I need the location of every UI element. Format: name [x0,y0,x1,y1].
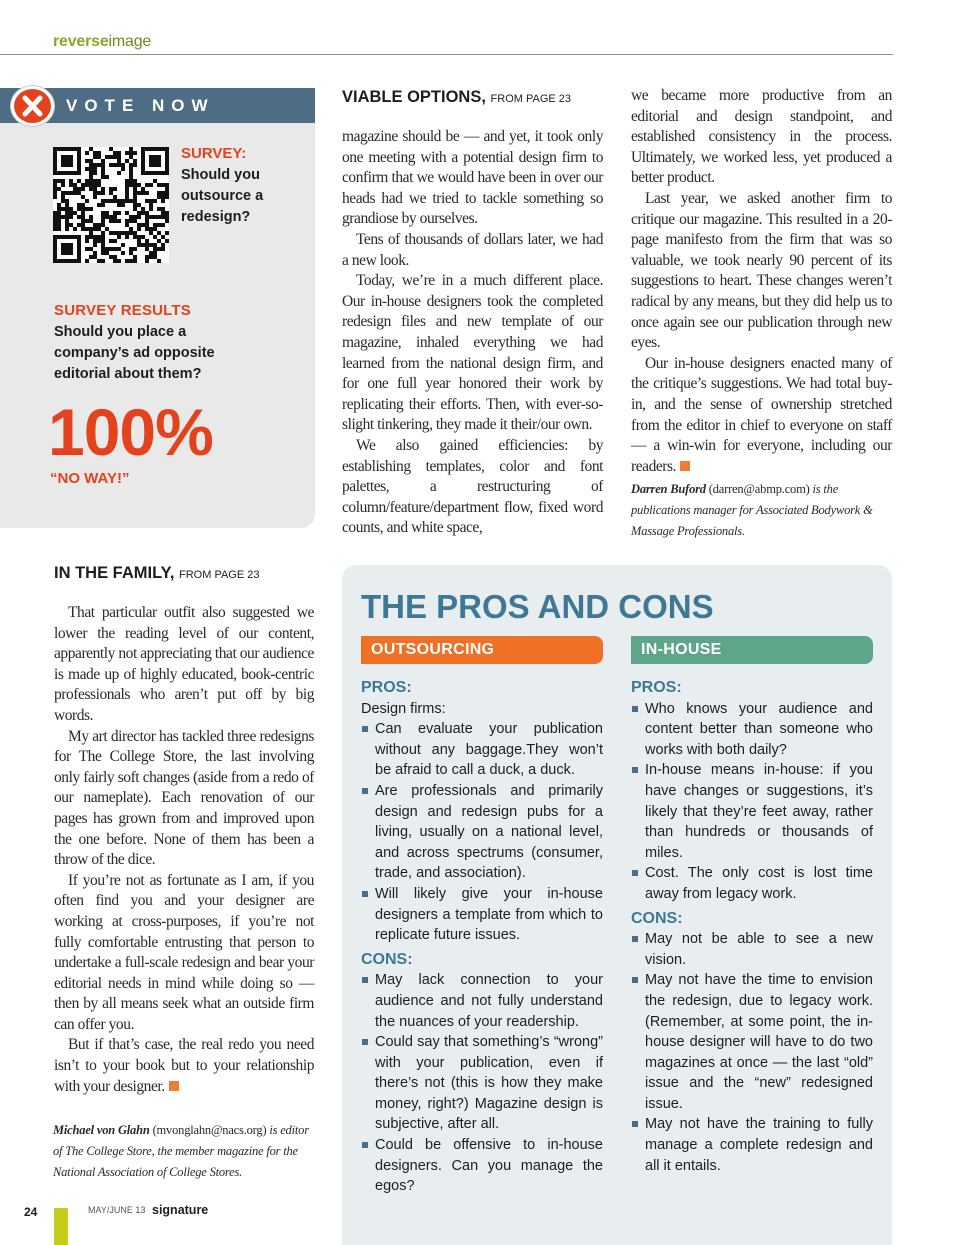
list-item: May not have the training to fully manage a complete redesign and all it entails. [631,1114,873,1176]
survey-question: Should you outsource a redesign? [181,167,264,225]
pros-heading: PROS: [631,679,682,696]
footer-accent-bar [54,1208,68,1245]
list-item: Cost. The only cost is lost time away from legacy work. [631,863,873,904]
survey-results-question: Should you place a company’s ad opposite editorial about them? [54,324,215,382]
end-mark-icon [169,1081,179,1091]
header-rule [0,54,893,55]
magazine-name: signature [152,1203,209,1217]
issue-date: MAY/JUNE 13 [88,1205,146,1215]
cons-heading: CONS: [631,909,683,927]
close-icon [11,86,54,126]
list-item: Will likely give your in-house designers a template from which to replicate future issues. [361,884,603,946]
list-item: May not have the time to envision the redesign, due to legacy work. (Remember, at some point, the in-house designer will have to do two magazines at once — the last “old” issue and the “new” redesigned issue. [631,970,873,1114]
paragraph: magazine should be — and yet, it took only one meeting with a potential design firm to confirm that we would have been in over our heads had we tried to tackle something so grandiose by ourselves. [342,128,603,228]
pros-cons-title: THE PROS AND CONS [361,588,714,625]
outsourcing-column [361,674,603,1197]
paragraph: But if that’s case, the real redo you need isn’t to your book but to your relationship with your designer. [54,1036,314,1095]
author-email-link[interactable]: (mvonglahn@nacs.org) [152,1123,267,1137]
pros-heading: PROS: [361,679,412,696]
viable-options-heading: VIABLE OPTIONS, FROM PAGE 23 [342,88,572,106]
result-percentage: 100% [48,395,213,469]
paragraph: Last year, we asked another firm to critique our magazine. This resulted in a 20-page manifesto from the firm that was so valuable, we took nearly 90 percent of its suggestions to heart. These changes weren’t radical by any means, but they did help us to once again see our publication through new eyes. [631,189,892,352]
viable-options-col2 [631,86,892,477]
viable-options-col1 [342,127,603,539]
paragraph: Today, we’re in a much different place. Our in-house designers took the completed redesign files and new template of our magazine, inhaled everything we had learned from the national design firm, and for one full year honored their work by replicating their efforts. Then, with ever-so-slight tinkering, they made it their/our own. [342,272,603,434]
list-item: Are professionals and primarily design and redesign pubs for a living, usually on a national level, and across spectrums (consumer, trade, and association). [361,781,603,884]
survey-results-label: SURVEY RESULTS [54,302,192,319]
pros-list [361,719,603,946]
paragraph: we became more productive from an editorial and design standpoint, and established consistency in the process. Ultimately, we worked less, yet produced a better product. [631,87,892,187]
paragraph: We also gained efficiencies: by establishing templates, color and font palettes, a restructuring of column/feature/department flow, fixed word counts, and white space, [342,436,603,537]
paragraph: My art director has tackled three redesigns for The College Store, the last involving only fairly soft changes (aside from a redo of our nameplate). Each renovation of our pages has grown from and improved upon the one before. None of them has been a throw of the dice. [54,727,314,869]
cons-list [631,929,873,1176]
list-item: In-house means in-house: if you have changes or suggestions, it’s likely that they’re feet away, rather than hundreds or thousands of miles. [631,760,873,863]
paragraph: Our in-house designers enacted many of the critique’s suggestions. We had total buy-in, and the sense of ownership stretched from the editor in chief to everyone on staff — a win-win for everyone, including our readers. [631,354,892,475]
cons-heading: CONS: [361,950,413,968]
viable-options-credit: Darren Buford (darren@abmp.com) is the publications manager for Associated Bodywork & Massage Professionals. [631,482,873,538]
qr-code[interactable] [53,147,169,263]
section-label: reverseimage [53,33,152,50]
result-caption: “NO WAY!” [50,470,130,487]
list-item: Who knows your audience and content better than someone who works with both daily? [631,699,873,761]
pros-intro: Design firms: [361,700,446,717]
in-the-family-heading: IN THE FAMILY, FROM PAGE 23 [54,564,260,582]
paragraph: Tens of thousands of dollars later, we had a new look. [342,230,603,269]
list-item: May lack connection to your audience and not fully understand the nuances of your readership. [361,970,603,1032]
author-email-link[interactable]: (darren@abmp.com) [708,482,810,496]
list-item: Could say that something’s “wrong” with your publication, even if there’s not (this is how they make money, right?) Magazine design is subjective, after all. [361,1032,603,1135]
pros-list [631,699,873,905]
page-number: 24 [24,1205,38,1219]
list-item: May not be able to see a new vision. [631,929,873,970]
list-item: Can evaluate your publication without any baggage.They won’t be afraid to call a duck, a duck. [361,719,603,781]
outsourcing-label: OUTSOURCING [361,636,603,664]
in-the-family-credit: Michael von Glahn (mvonglahn@nacs.org) is editor of The College Store, the member magazine for the National Association of College Stores. [53,1123,309,1179]
list-item: Could be offensive to in-house designers. Can you manage the egos? [361,1135,603,1197]
inhouse-label: IN-HOUSE [631,636,873,664]
vote-banner-text: VOTE NOW [66,96,215,115]
survey-label: SURVEY: [181,145,247,162]
inhouse-column [631,674,873,1176]
end-mark-icon [680,461,690,471]
in-the-family-body [54,603,314,1097]
paragraph: That particular outfit also suggested we lower the reading level of our content, apparently not appreciating that our audience is made up of highly educated, book-centric professionals who aren’t put off by big words. [54,604,314,724]
paragraph: If you’re not as fortunate as I am, if you often find you and your designer are working at cross-purposes, if you’re not fully comfortable entrusting that person to undertake a full-scale redesign and bear your editorial needs in mind while doing so — then by all means seek what an outside firm can offer you. [54,871,314,1033]
cons-list [361,970,603,1197]
